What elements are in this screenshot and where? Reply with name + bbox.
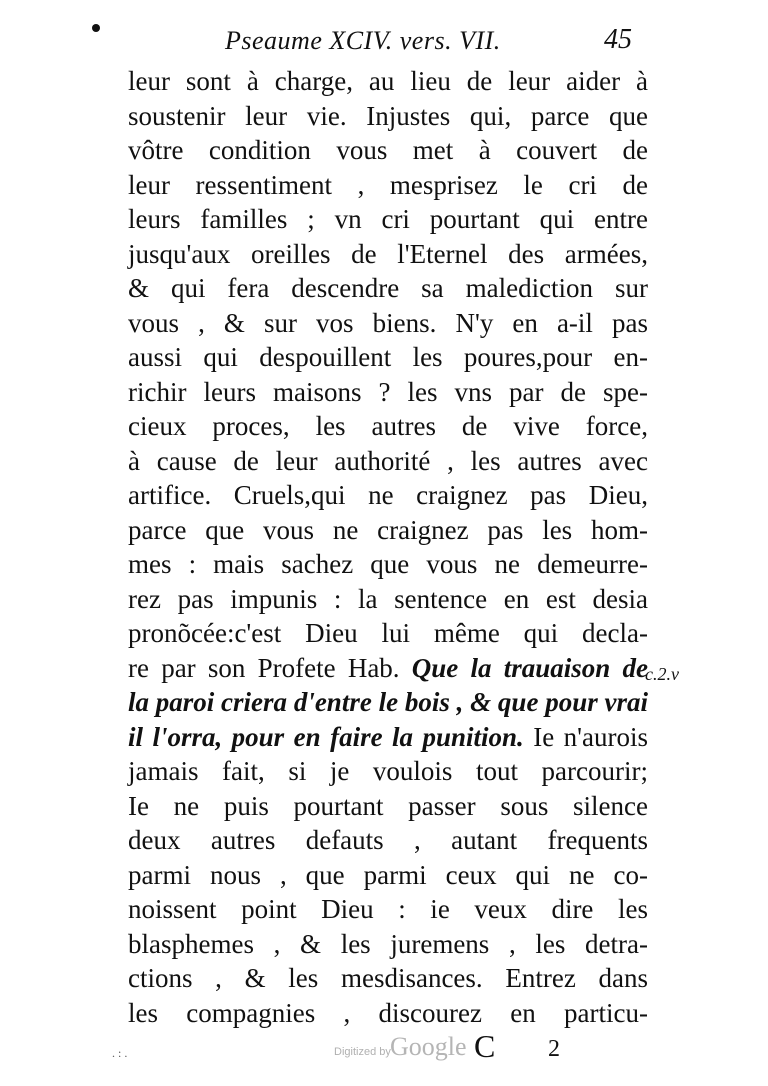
page-footer: [0, 1028, 768, 1072]
text-segment: à cause de leur authorité , les autres avec: [128, 445, 648, 476]
text-line: [128, 720, 648, 755]
running-head-title: Pseaume XCIV. vers. VII.: [225, 26, 501, 55]
text-line: [128, 306, 648, 341]
text-segment: jamais fait, si je voulois tout parcourir;: [128, 756, 648, 786]
text-line: [128, 582, 648, 617]
page-number: 45: [604, 24, 632, 55]
text-line: [128, 616, 648, 651]
text-line: [128, 996, 648, 1031]
text-segment: mes : mais sachez que vous ne demeurre-: [128, 549, 648, 579]
text-segment: re par son Profete Hab.: [128, 652, 412, 683]
text-segment: cieux proces, les autres de vive force,: [128, 411, 648, 441]
text-line: [128, 340, 648, 375]
text-line: [128, 99, 648, 134]
text-line: [128, 961, 648, 996]
text-line: [128, 823, 648, 858]
margin-note: c.2.v: [645, 664, 679, 684]
text-line: [128, 375, 648, 410]
text-line: [128, 754, 648, 789]
text-line: [128, 478, 648, 513]
text-line: [128, 168, 648, 203]
text-segment: rez pas impunis : la sentence en est desia: [128, 583, 648, 614]
text-line: [128, 64, 648, 99]
text-segment: leurs familles ; vn cri pourtant qui entre: [128, 204, 648, 234]
text-line: [128, 892, 648, 927]
text-line: [128, 789, 648, 824]
text-line: [128, 133, 648, 168]
text-segment: Ie n'aurois: [523, 721, 648, 752]
text-line: [128, 685, 648, 720]
text-line: [128, 271, 648, 306]
text-segment: ctions , & les mesdisances. Entrez dans: [128, 963, 648, 993]
text-segment: vous , & sur vos biens. N'y en a-il pas: [128, 307, 648, 338]
text-line: [128, 927, 648, 962]
text-segment: blasphemes , & les juremens , les detra-: [128, 928, 648, 959]
text-segment: pronõcée:c'est Dieu lui même qui decla-: [128, 618, 648, 648]
text-line: [128, 651, 648, 686]
text-line: [128, 513, 648, 548]
italic-text-segment: Que la trauaison de: [411, 652, 648, 683]
text-segment: jusqu'aux oreilles de l'Eternel des armées,: [128, 238, 648, 269]
text-segment: vôtre condition vous met à couvert de: [128, 135, 648, 165]
signature-letter: C: [474, 1028, 496, 1064]
footer-stray-marks: . : .: [112, 1046, 128, 1060]
text-segment: leur sont à charge, au lieu de leur aider à: [128, 66, 648, 96]
text-segment: parmi nous , que parmi ceux qui ne co-: [128, 859, 648, 890]
text-segment: noissent point Dieu : ie veux dire les: [128, 894, 648, 924]
text-segment: artifice. Cruels,qui ne craignez pas Dieu,: [128, 480, 648, 510]
text-segment: parce que vous ne craignez pas les hom-: [128, 514, 648, 545]
google-watermark: Google: [390, 1032, 467, 1061]
text-line: [128, 409, 648, 444]
body-text-block: [128, 64, 648, 1030]
text-segment: leur ressentiment , mesprisez le cri de: [128, 169, 648, 200]
italic-text-segment: la paroi criera d'entre le bois , & que pour vrai: [128, 687, 648, 717]
text-line: [128, 444, 648, 479]
margin-dot-mark: [92, 24, 100, 32]
text-segment: deux autres defauts , autant frequents: [128, 825, 648, 855]
text-segment: les compagnies , discourez en particu-: [128, 997, 648, 1028]
text-segment: Ie ne puis pourtant passer sous silence: [128, 790, 648, 821]
italic-text-segment: il l'orra, pour en faire la punition.: [128, 721, 524, 752]
text-line: [128, 202, 648, 237]
text-segment: & qui fera descendre sa malediction sur: [128, 273, 648, 303]
text-line: [128, 858, 648, 893]
text-segment: aussi qui despouillent les poures,pour en-: [128, 342, 648, 372]
text-line: [128, 547, 648, 582]
text-segment: soustenir leur vie. Injustes qui, parce que: [128, 100, 648, 131]
signature-number: 2: [548, 1036, 560, 1062]
text-line: [128, 237, 648, 272]
text-segment: richir leurs maisons ? les vns par de spe-: [128, 376, 648, 407]
digitized-by-label: Digitized by: [334, 1046, 391, 1058]
